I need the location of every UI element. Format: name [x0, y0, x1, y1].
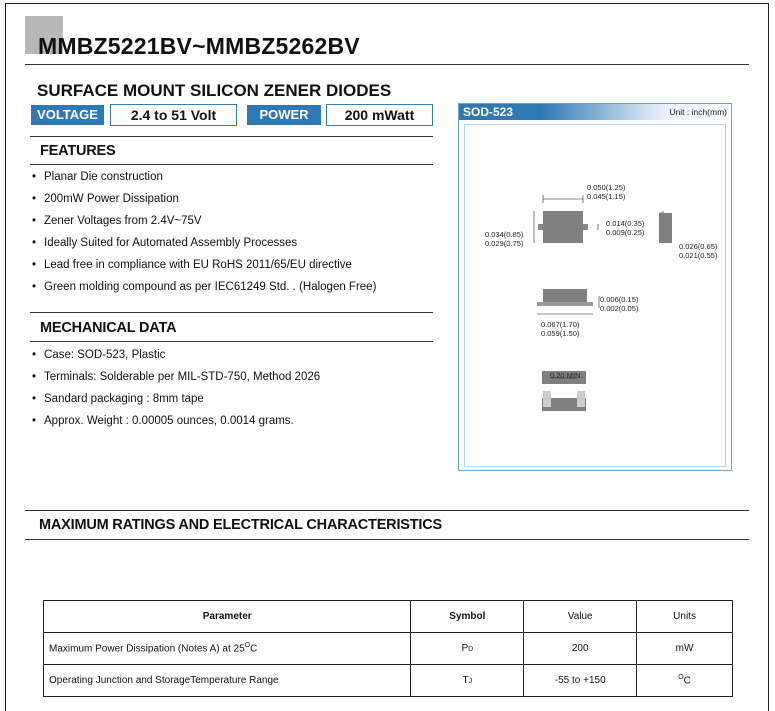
- column-header: Parameter: [44, 601, 411, 633]
- dim-total-length-max: 0.067(1.70): [541, 320, 580, 329]
- list-item: • Terminals: Solderable per MIL-STD-750, Method 2026: [32, 369, 320, 391]
- list-item: • Case: SOD-523, Plastic: [32, 347, 320, 369]
- power-label: POWER: [247, 105, 321, 125]
- list-item: • Ideally Suited for Automated Assembly Processes: [32, 235, 376, 257]
- ratings-bottom-rule: [25, 539, 749, 540]
- package-unit: Unit : inch(mm): [669, 107, 727, 117]
- mechanical-list: [32, 347, 320, 435]
- product-subtitle: SURFACE MOUNT SILICON ZENER DIODES: [37, 81, 392, 100]
- dim-lead-max: 0.014(0.35): [606, 219, 645, 228]
- symbol-cell: PD: [411, 633, 524, 665]
- list-item: • Approx. Weight : 0.00005 ounces, 0.0014 grams.: [32, 413, 320, 435]
- dim-height-max: 0.034(0.85): [485, 230, 524, 239]
- list-item: • Lead free in compliance with EU RoHS 2011/65/EU directive: [32, 257, 376, 279]
- list-item: • Sandard packaging : 8mm tape: [32, 391, 320, 413]
- features-bottom-rule: [30, 164, 433, 165]
- package-header-bar: [459, 104, 731, 120]
- column-header: Value: [524, 601, 637, 633]
- list-item: • Planar Die construction: [32, 169, 376, 191]
- value-cell: -55 to +150: [524, 665, 637, 697]
- package-drawing: [465, 125, 725, 466]
- power-value: 200 mWatt: [326, 104, 433, 126]
- dim-body-length-min: 0.045(1.15): [587, 192, 626, 201]
- mechanical-bottom-rule: [30, 341, 433, 342]
- dim-total-length-min: 0.059(1.50): [541, 329, 580, 338]
- table-header-row: [44, 601, 733, 633]
- units-cell: $^O$C: [637, 665, 733, 697]
- package-name: SOD-523: [463, 105, 514, 119]
- list-item: • 200mW Power Dissipation: [32, 191, 376, 213]
- title-divider: [25, 64, 749, 65]
- dim-height-min: 0.029(0.75): [485, 239, 524, 248]
- package-drawing-area: [464, 124, 726, 467]
- voltage-label: VOLTAGE: [31, 105, 104, 125]
- package-outline-panel: [458, 103, 732, 471]
- dim-gap-min: 0.20 MIN.: [550, 371, 583, 380]
- voltage-value: 2.4 to 51 Volt: [110, 104, 237, 126]
- dim-thickness-min: 0.002(0.05): [600, 304, 639, 313]
- dim-body-length-max: 0.050(1.25): [587, 183, 626, 192]
- dim-lead-min: 0.009(0.25): [606, 228, 645, 237]
- ratings-top-rule: [25, 510, 749, 511]
- mechanical-top-rule: [30, 312, 433, 313]
- table-row: [44, 665, 733, 697]
- list-item: • Green molding compound as per IEC61249 Std. . (Halogen Free): [32, 279, 376, 301]
- dim-side-max: 0.026(0.65): [679, 242, 718, 251]
- value-cell: 200: [524, 633, 637, 665]
- ratings-heading: MAXIMUM RATINGS AND ELECTRICAL CHARACTERISTICS: [39, 517, 442, 533]
- symbol-cell: TJ: [411, 665, 524, 697]
- part-number-title: MMBZ5221BV~MMBZ5262BV: [38, 33, 360, 59]
- table-row: [44, 633, 733, 665]
- units-cell: mW: [637, 633, 733, 665]
- column-header: Units: [637, 601, 733, 633]
- ratings-table: [43, 600, 733, 697]
- parameter-cell: Maximum Power Dissipation (Notes A) at $25^OC$: [44, 633, 411, 665]
- dim-side-min: 0.021(0.55): [679, 251, 718, 260]
- dim-thickness-max: 0.006(0.15): [600, 295, 639, 304]
- features-list: [32, 169, 376, 301]
- mechanical-heading: MECHANICAL DATA: [40, 320, 177, 336]
- column-header: Symbol: [411, 601, 524, 633]
- parameter-cell: Operating Junction and StorageTemperature Range: [44, 665, 411, 697]
- list-item: • Zener Voltages from 2.4V~75V: [32, 213, 376, 235]
- features-heading: FEATURES: [40, 143, 116, 159]
- features-top-rule: [30, 136, 433, 137]
